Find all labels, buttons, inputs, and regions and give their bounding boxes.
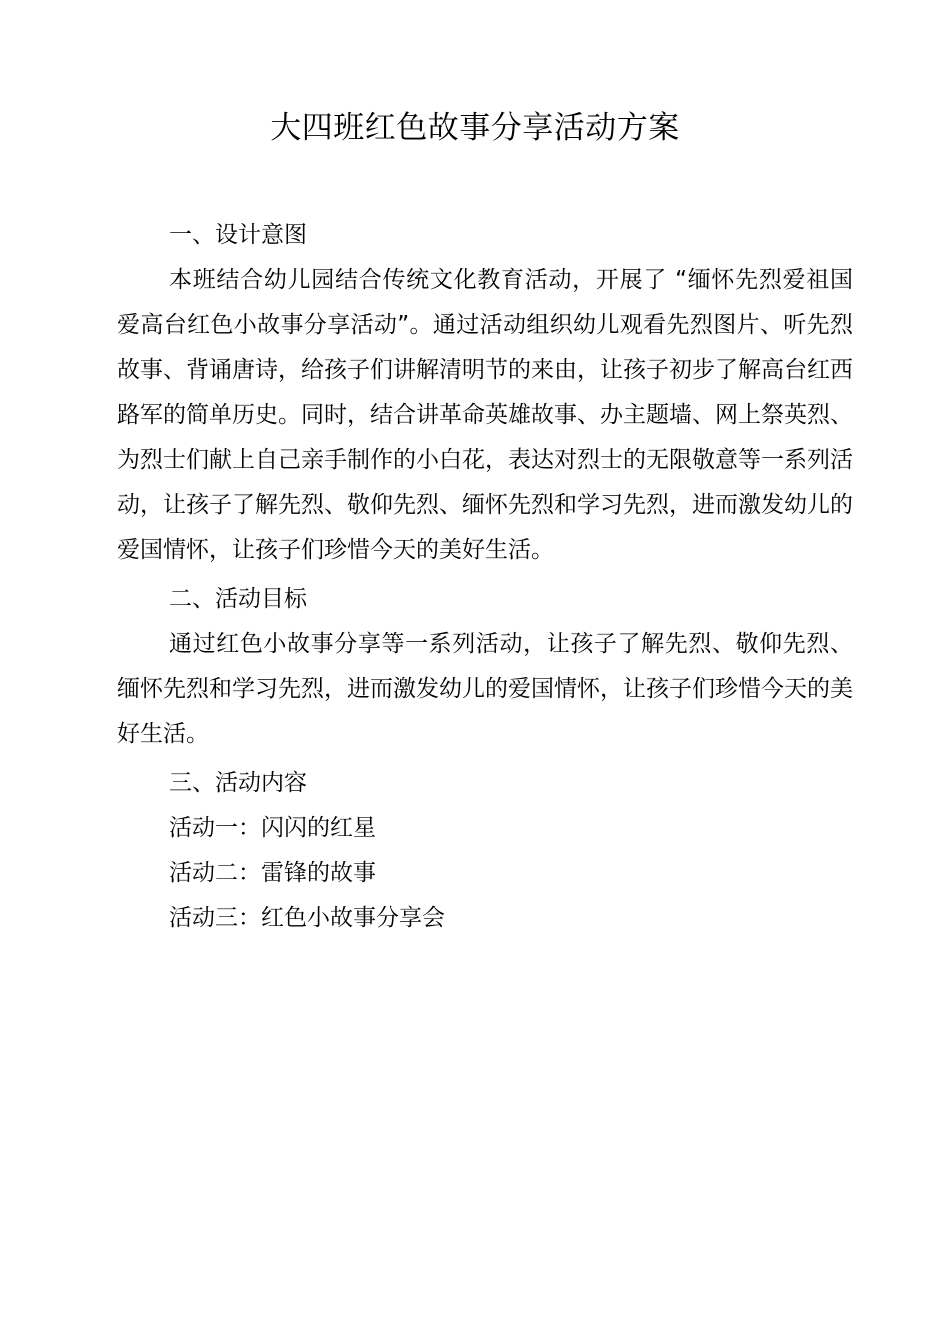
section-heading-activity-goals: 二、活动目标 <box>169 586 307 612</box>
section-heading-design-intent: 一、设计意图 <box>169 222 307 248</box>
paragraph-design-intent: 本班结合幼儿园结合传统文化教育活动，开展了 “缅怀先烈爱祖国爱高台红色小故事分享活动”。通过活动组织幼儿观看先烈图片、听先烈故事、背诵唐诗，给孩子们讲解清明节的来由，让孩子初步了解高台红西路军的简单历史。同时，结合讲革命英雄故事、办主题墙、网上祭英烈、为烈士们献上自己亲手制作的小白花，表达对烈士的无限敬意等一系列活动，让孩子了解先烈、敬仰先烈、缅怀先烈和学习先烈，进而激发幼儿的爱国情怀，让孩子们珍惜今天的美好生活。 <box>117 267 853 563</box>
paragraph-activity-goals: 通过红色小故事分享等一系列活动，让孩子了解先烈、敬仰先烈、缅怀先烈和学习先烈，进而激发幼儿的爱国情怀，让孩子们珍惜今天的美好生活。 <box>117 631 853 747</box>
activity-item-3: 活动三：红色小故事分享会 <box>169 905 445 931</box>
activity-item-2: 活动二：雷锋的故事 <box>169 860 376 886</box>
document-title: 大四班红色故事分享活动方案 <box>270 110 680 146</box>
document-body <box>117 213 853 941</box>
section-heading-activity-content: 三、活动内容 <box>169 770 307 796</box>
activity-item-1: 活动一：闪闪的红星 <box>169 815 376 841</box>
